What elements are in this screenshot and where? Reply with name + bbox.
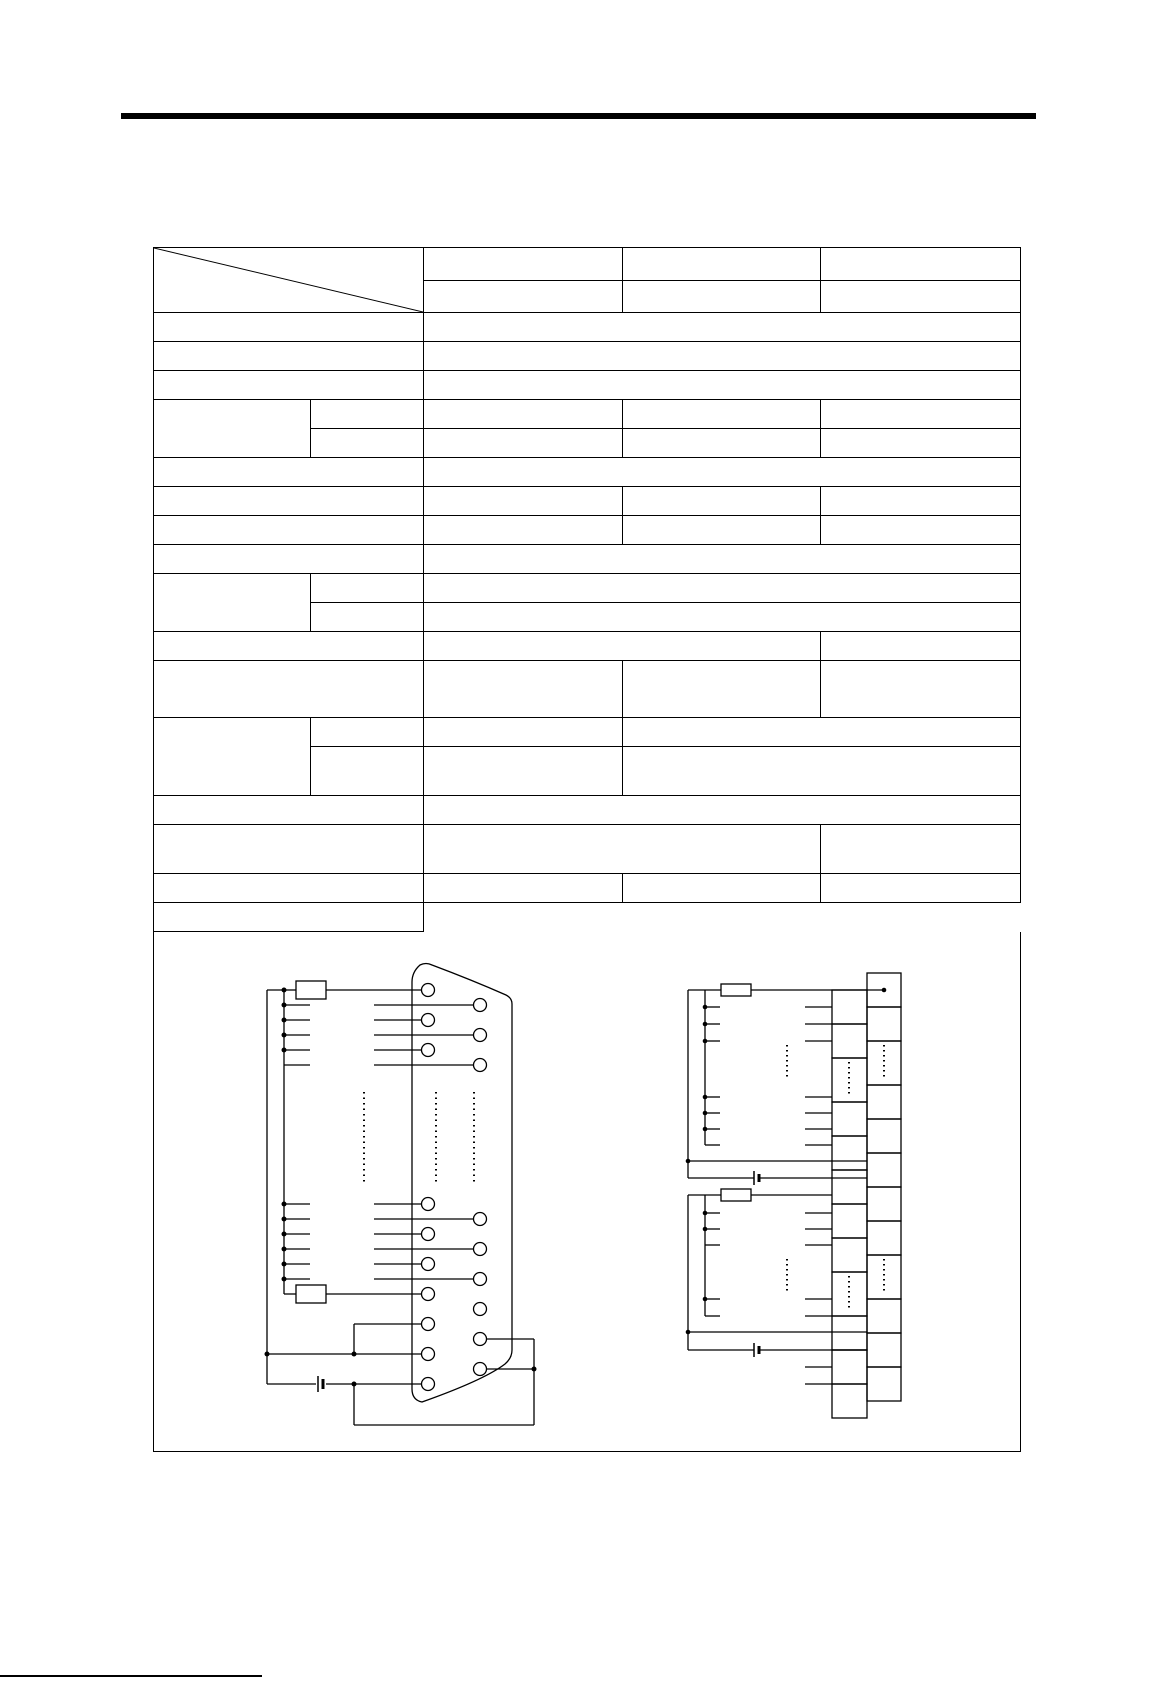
row-value [424,874,623,903]
row-label [154,458,424,487]
row-value [821,516,1021,545]
row-label [154,874,424,903]
row-value [623,874,821,903]
resistor-top [296,981,326,999]
row-label [154,400,311,458]
wiring-diagram-cell [154,932,1021,1452]
column-header-variant-3 [821,281,1021,313]
row-value [623,718,1021,747]
row-value [623,661,821,718]
header-rule [121,113,1036,119]
row-value [623,747,1021,796]
row-value [424,313,1021,342]
row-value [821,632,1021,661]
row-label [154,516,424,545]
row-value [821,874,1021,903]
row-label [154,718,311,796]
row-value [424,458,1021,487]
row-label [154,632,424,661]
row-label [154,371,424,400]
row-value [424,487,623,516]
row-value [424,747,623,796]
row-label [154,796,424,825]
row-value [424,796,1021,825]
dsub-connector [412,964,512,1403]
row-value [424,825,821,874]
row-label [154,661,424,718]
row-sublabel [311,400,424,429]
row-label [154,313,424,342]
row-label [154,545,424,574]
diagonal-line [154,248,423,312]
row-value [821,661,1021,718]
row-sublabel [311,574,424,603]
row-value [424,371,1021,400]
spec-table [153,247,1021,1452]
row-value [821,825,1021,874]
row-value [424,545,1021,574]
row-value [424,718,623,747]
row-value [424,903,1021,932]
row-label [154,574,311,632]
column-header-model-3 [821,248,1021,281]
wiring-diagram [154,932,1021,1451]
row-value [623,429,821,458]
row-value [424,342,1021,371]
footer-rule [0,1675,262,1677]
row-value [424,661,623,718]
row-sublabel [311,718,424,747]
row-value [821,400,1021,429]
resistor-bottom [296,1285,326,1303]
row-value [821,487,1021,516]
row-value [821,429,1021,458]
row-value [424,400,623,429]
row-value [424,429,623,458]
terminal-block [688,973,901,1418]
row-label [154,903,424,932]
row-label [154,825,424,874]
row-value [623,400,821,429]
column-header-variant-2 [623,281,821,313]
column-header-model-2 [623,248,821,281]
row-value [424,516,623,545]
row-value [424,574,1021,603]
row-value [424,632,821,661]
row-label [154,342,424,371]
row-value [623,487,821,516]
row-sublabel [311,429,424,458]
row-value [424,603,1021,632]
row-label [154,487,424,516]
corner-header-cell [154,248,424,313]
row-sublabel [311,747,424,796]
row-value [623,516,821,545]
row-sublabel [311,603,424,632]
column-header-variant-1 [424,281,623,313]
column-header-model-1 [424,248,623,281]
connector-pins [422,984,487,1391]
